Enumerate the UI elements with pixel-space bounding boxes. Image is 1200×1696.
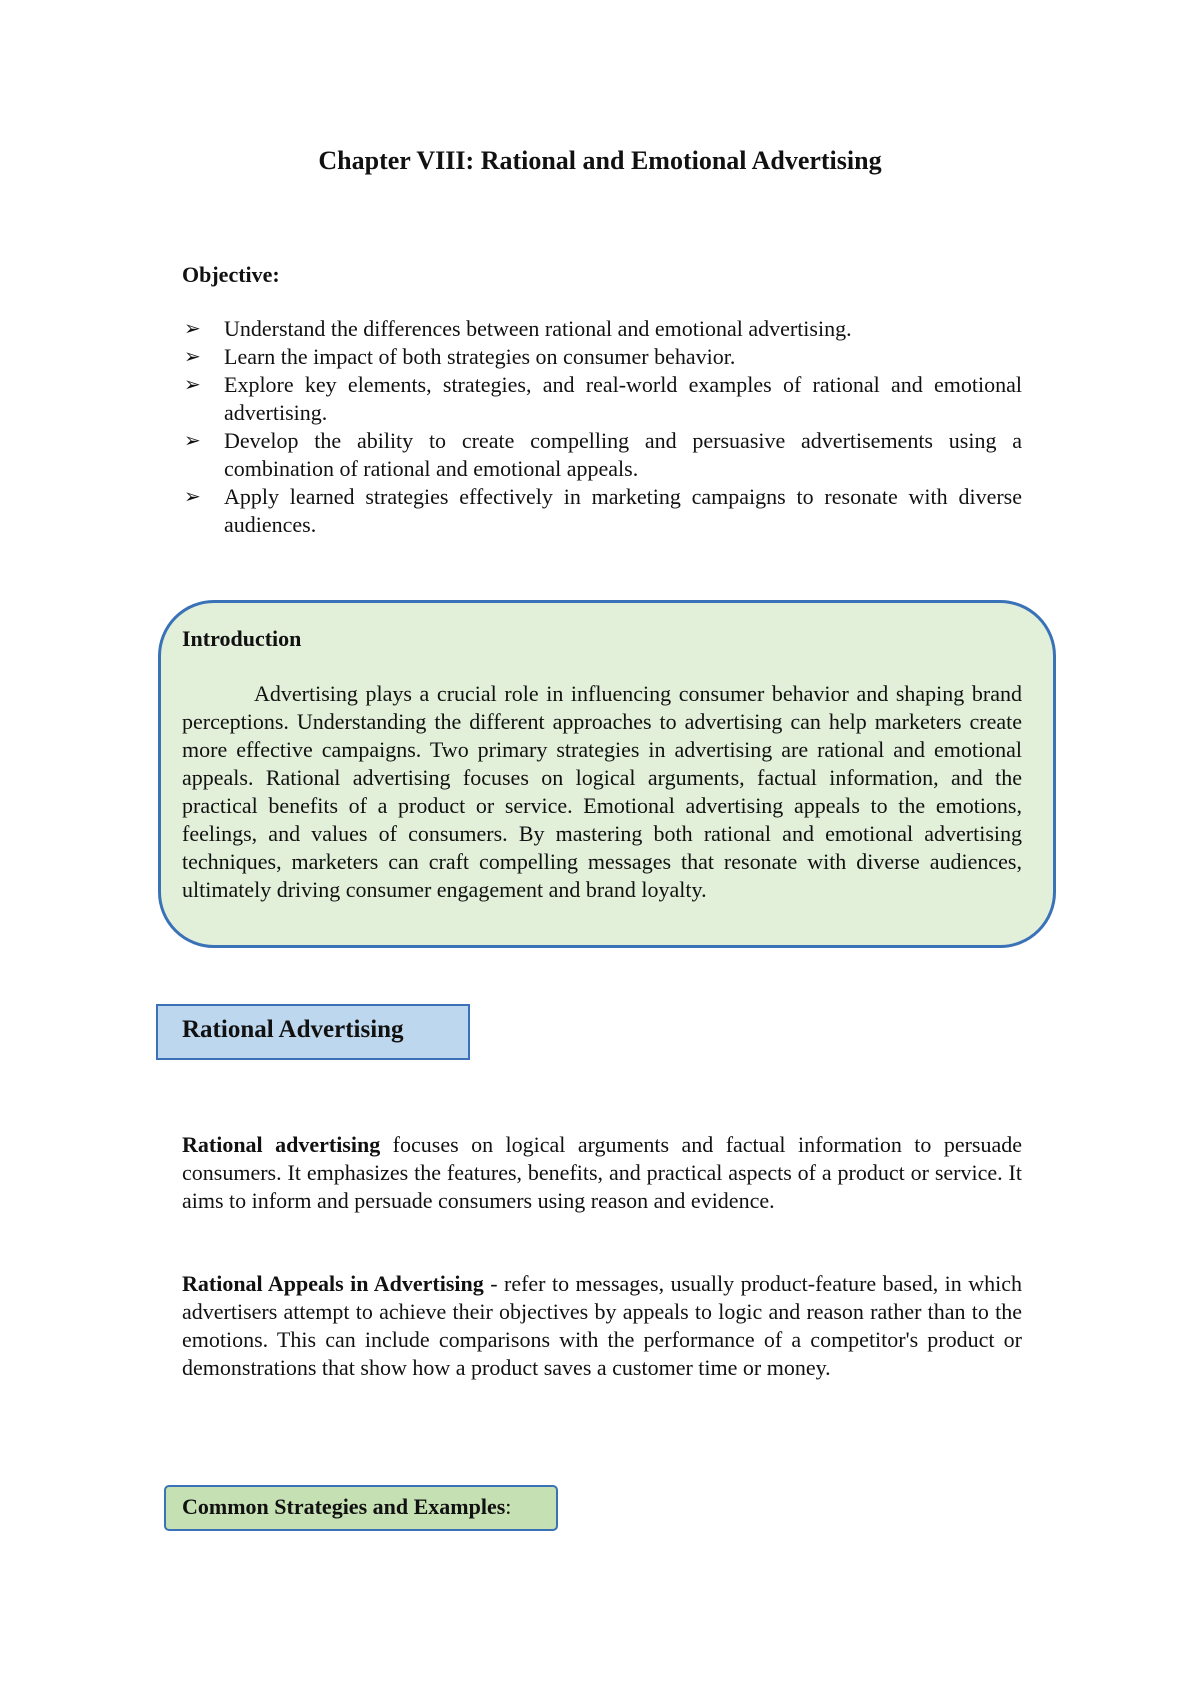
arrow-bullet-icon: ➢ — [184, 486, 201, 508]
objective-list — [182, 315, 1022, 539]
objective-item — [182, 483, 1022, 539]
rational-advertising-definition: focuses on logical arguments and factual information to persuade consumers. It emphasizes the features, benefits, and practical aspects of a product or service. It aims to inform and persuade consumers using reason and evidence. — [182, 1132, 1023, 1213]
rational-advertising-paragraph — [182, 1131, 1022, 1215]
strategies-heading — [182, 1494, 511, 1520]
rational-appeals-term: Rational Appeals in Advertising — [182, 1271, 484, 1296]
rational-appeals-definition: - refer to messages, usually product-feature based, in which advertisers attempt to achieve their objectives by appeals to logic and reason rather than to the emotions. This can include comparisons with the performance of a competitor's product or demonstrations that show how a product saves a customer time or money. — [182, 1271, 1022, 1380]
chapter-title: Chapter VIII: Rational and Emotional Advertising — [318, 146, 882, 175]
objective-item — [182, 371, 1022, 427]
arrow-bullet-icon: ➢ — [184, 346, 201, 368]
objective-item — [182, 343, 1022, 371]
arrow-bullet-icon: ➢ — [184, 318, 201, 340]
arrow-bullet-icon: ➢ — [184, 430, 201, 452]
strategies-heading-colon: : — [505, 1494, 512, 1519]
objective-heading: Objective: — [182, 262, 280, 287]
objective-item — [182, 315, 1022, 343]
objective-item-text: Learn the impact of both strategies on consumer behavior. — [224, 344, 736, 369]
objective-item — [182, 427, 1022, 483]
objective-item-text: Apply learned strategies effectively in marketing campaigns to resonate with diverse audiences. — [224, 484, 1022, 537]
strategies-heading-text: Common Strategies and Examples — [182, 1494, 506, 1519]
introduction-heading: Introduction — [182, 626, 302, 651]
arrow-bullet-icon: ➢ — [184, 374, 201, 396]
rational-appeals-paragraph — [182, 1270, 1022, 1382]
objective-item-text: Understand the differences between rational and emotional advertising. — [224, 316, 852, 341]
objective-item-text: Explore key elements, strategies, and real-world examples of rational and emotional advertising. — [224, 372, 1022, 425]
rational-advertising-term: Rational advertising — [182, 1132, 381, 1157]
objective-item-text: Develop the ability to create compelling and persuasive advertisements using a combination of rational and emotional appeals. — [224, 428, 1022, 481]
rational-advertising-heading: Rational Advertising — [182, 1016, 404, 1043]
introduction-text: Advertising plays a crucial role in influencing consumer behavior and shaping brand perceptions. Understanding the different approaches to advertising can help marketers create more effective campaigns. Two primary strategies in advertising are rational and emotional appeals. Rational advertising focuses on logical arguments, factual information, and the practical benefits of a product or service. Emotional advertising appeals to the emotions, feelings, and values of consumers. By mastering both rational and emotional advertising techniques, marketers can craft compelling messages that resonate with diverse audiences, ultimately driving consumer engagement and brand loyalty. — [182, 681, 1022, 902]
